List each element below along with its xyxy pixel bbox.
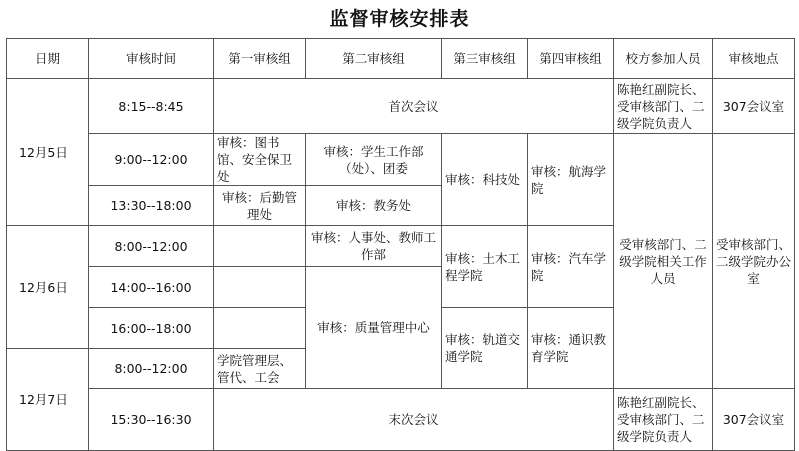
location-cell: 307会议室 (713, 389, 795, 451)
time-cell: 9:00--12:00 (89, 134, 214, 186)
opening-meeting-cell: 首次会议 (214, 79, 614, 134)
group-1-cell: 学院管理层、管代、工会 (214, 349, 306, 389)
header-group-4: 第四审核组 (528, 39, 614, 79)
group-2-cell: 审核：质量管理中心 (306, 267, 442, 389)
header-group-1: 第一审核组 (214, 39, 306, 79)
header-row (7, 39, 795, 79)
group-1-cell (214, 308, 306, 349)
participants-cell: 受审核部门、二级学院相关工作人员 (614, 134, 713, 389)
group-1-cell: 审核：后勤管理处 (214, 186, 306, 226)
participants-cell: 陈艳红副院长、受审核部门、二级学院负责人 (614, 389, 713, 451)
group-1-cell (214, 267, 306, 308)
date-cell: 12月6日 (7, 226, 89, 349)
group-2-cell: 审核：学生工作部（处）、团委 (306, 134, 442, 186)
page-title: 监督审核安排表 (329, 8, 470, 30)
header-location: 审核地点 (713, 39, 795, 79)
header-group-2: 第二审核组 (306, 39, 442, 79)
header-date: 日期 (7, 39, 89, 79)
header-time: 审核时间 (89, 39, 214, 79)
time-cell: 13:30--18:00 (89, 186, 214, 226)
group-3-cell: 审核：科技处 (442, 134, 528, 226)
group-4-cell: 审核：汽车学院 (528, 226, 614, 308)
group-1-cell: 审核：图书馆、安全保卫处 (214, 134, 306, 186)
participants-cell: 陈艳红副院长、受审核部门、二级学院负责人 (614, 79, 713, 134)
closing-meeting-cell: 末次会议 (214, 389, 614, 451)
time-cell: 14:00--16:00 (89, 267, 214, 308)
group-1-cell (214, 226, 306, 267)
group-2-cell: 审核：教务处 (306, 186, 442, 226)
header-participants: 校方参加人员 (614, 39, 713, 79)
time-cell: 8:15--8:45 (89, 79, 214, 134)
table-row (7, 134, 795, 186)
date-cell: 12月7日 (7, 349, 89, 451)
table-row (7, 389, 795, 451)
group-3-cell: 审核：土木工程学院 (442, 226, 528, 308)
audit-schedule-table (6, 38, 795, 451)
location-cell: 307会议室 (713, 79, 795, 134)
table-row (7, 79, 795, 134)
group-4-cell: 审核：航海学院 (528, 134, 614, 226)
time-cell: 16:00--18:00 (89, 308, 214, 349)
group-4-cell: 审核：通识教育学院 (528, 308, 614, 389)
group-2-cell: 审核：人事处、教师工作部 (306, 226, 442, 267)
time-cell: 8:00--12:00 (89, 349, 214, 389)
group-3-cell: 审核：轨道交通学院 (442, 308, 528, 389)
time-cell: 15:30--16:30 (89, 389, 214, 451)
header-group-3: 第三审核组 (442, 39, 528, 79)
location-cell: 受审核部门、二级学院办公室 (713, 134, 795, 389)
time-cell: 8:00--12:00 (89, 226, 214, 267)
date-cell: 12月5日 (7, 79, 89, 226)
